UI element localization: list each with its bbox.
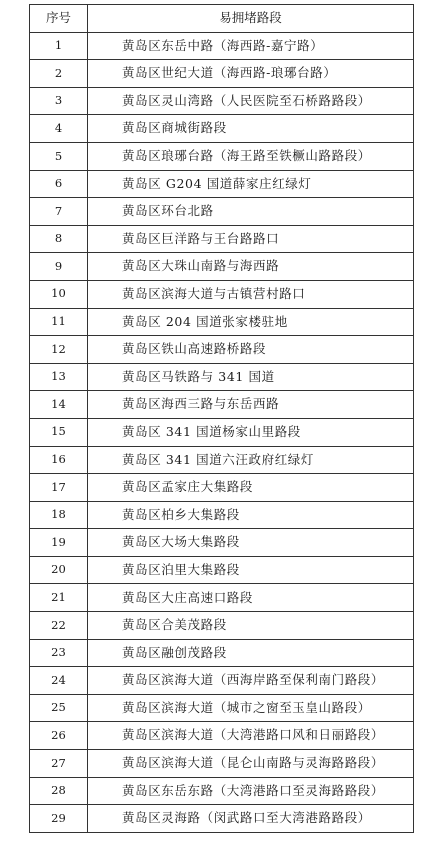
table-row xyxy=(30,612,414,640)
row-index: 18 xyxy=(30,501,88,529)
table-row xyxy=(30,446,414,474)
table-row xyxy=(30,667,414,695)
table-row xyxy=(30,363,414,391)
row-index: 4 xyxy=(30,115,88,143)
row-index: 19 xyxy=(30,529,88,557)
row-road-name: 黄岛区滨海大道（西海岸路至保利南门路段） xyxy=(88,667,414,695)
row-index: 1 xyxy=(30,32,88,60)
table-row xyxy=(30,501,414,529)
table-row xyxy=(30,115,414,143)
row-index: 15 xyxy=(30,418,88,446)
row-road-name: 黄岛区合美茂路段 xyxy=(88,612,414,640)
row-road-name: 黄岛区东岳中路（海西路-嘉宁路） xyxy=(88,32,414,60)
table-row xyxy=(30,198,414,226)
table-row xyxy=(30,529,414,557)
header-road: 易拥堵路段 xyxy=(88,5,414,33)
table-row xyxy=(30,225,414,253)
table-row xyxy=(30,556,414,584)
row-road-name: 黄岛区琅琊台路（海王路至铁橛山路路段） xyxy=(88,142,414,170)
congestion-road-table xyxy=(29,4,414,833)
row-index: 2 xyxy=(30,60,88,88)
row-index: 8 xyxy=(30,225,88,253)
row-index: 5 xyxy=(30,142,88,170)
row-index: 17 xyxy=(30,474,88,502)
row-road-name: 黄岛区 204 国道张家楼驻地 xyxy=(88,308,414,336)
table-row xyxy=(30,584,414,612)
row-road-name: 黄岛区铁山高速路桥路段 xyxy=(88,336,414,364)
row-road-name: 黄岛区融创茂路段 xyxy=(88,639,414,667)
row-index: 6 xyxy=(30,170,88,198)
row-index: 24 xyxy=(30,667,88,695)
row-road-name: 黄岛区泊里大集路段 xyxy=(88,556,414,584)
row-index: 28 xyxy=(30,777,88,805)
row-index: 3 xyxy=(30,87,88,115)
row-road-name: 黄岛区商城街路段 xyxy=(88,115,414,143)
row-index: 12 xyxy=(30,336,88,364)
row-index: 21 xyxy=(30,584,88,612)
table-body xyxy=(30,32,414,832)
row-road-name: 黄岛区大场大集路段 xyxy=(88,529,414,557)
row-index: 29 xyxy=(30,805,88,833)
row-road-name: 黄岛区 G204 国道薛家庄红绿灯 xyxy=(88,170,414,198)
row-road-name: 黄岛区灵山湾路（人民医院至石桥路路段） xyxy=(88,87,414,115)
row-road-name: 黄岛区世纪大道（海西路-琅琊台路） xyxy=(88,60,414,88)
table-row xyxy=(30,391,414,419)
table-row xyxy=(30,280,414,308)
row-index: 11 xyxy=(30,308,88,336)
row-index: 7 xyxy=(30,198,88,226)
row-index: 13 xyxy=(30,363,88,391)
row-road-name: 黄岛区环台北路 xyxy=(88,198,414,226)
table-row xyxy=(30,32,414,60)
row-index: 9 xyxy=(30,253,88,281)
row-index: 10 xyxy=(30,280,88,308)
row-road-name: 黄岛区滨海大道（大湾港路口风和日丽路段） xyxy=(88,722,414,750)
table-row xyxy=(30,418,414,446)
row-index: 22 xyxy=(30,612,88,640)
table-row xyxy=(30,308,414,336)
table-row xyxy=(30,87,414,115)
table-row xyxy=(30,142,414,170)
table-row xyxy=(30,750,414,778)
table-row xyxy=(30,253,414,281)
table-row xyxy=(30,805,414,833)
row-road-name: 黄岛区 341 国道六汪政府红绿灯 xyxy=(88,446,414,474)
row-road-name: 黄岛区东岳东路（大湾港路口至灵海路路段） xyxy=(88,777,414,805)
table-row xyxy=(30,722,414,750)
row-index: 27 xyxy=(30,750,88,778)
row-road-name: 黄岛区滨海大道（昆仑山南路与灵海路路段） xyxy=(88,750,414,778)
row-index: 14 xyxy=(30,391,88,419)
row-road-name: 黄岛区巨洋路与王台路路口 xyxy=(88,225,414,253)
row-road-name: 黄岛区大珠山南路与海西路 xyxy=(88,253,414,281)
row-road-name: 黄岛区马铁路与 341 国道 xyxy=(88,363,414,391)
row-index: 26 xyxy=(30,722,88,750)
row-index: 23 xyxy=(30,639,88,667)
row-index: 20 xyxy=(30,556,88,584)
row-road-name: 黄岛区孟家庄大集路段 xyxy=(88,474,414,502)
table-row xyxy=(30,170,414,198)
row-road-name: 黄岛区海西三路与东岳西路 xyxy=(88,391,414,419)
row-road-name: 黄岛区大庄高速口路段 xyxy=(88,584,414,612)
table-row xyxy=(30,777,414,805)
table-row xyxy=(30,60,414,88)
header-index: 序号 xyxy=(30,5,88,33)
row-road-name: 黄岛区滨海大道与古镇营村路口 xyxy=(88,280,414,308)
table-row xyxy=(30,336,414,364)
table-row xyxy=(30,474,414,502)
table-row xyxy=(30,639,414,667)
row-road-name: 黄岛区灵海路（闵武路口至大湾港路路段） xyxy=(88,805,414,833)
row-index: 25 xyxy=(30,694,88,722)
table-header-row xyxy=(30,5,414,33)
row-road-name: 黄岛区滨海大道（城市之窗至玉皇山路段） xyxy=(88,694,414,722)
row-index: 16 xyxy=(30,446,88,474)
row-road-name: 黄岛区柏乡大集路段 xyxy=(88,501,414,529)
table-row xyxy=(30,694,414,722)
row-road-name: 黄岛区 341 国道杨家山里路段 xyxy=(88,418,414,446)
